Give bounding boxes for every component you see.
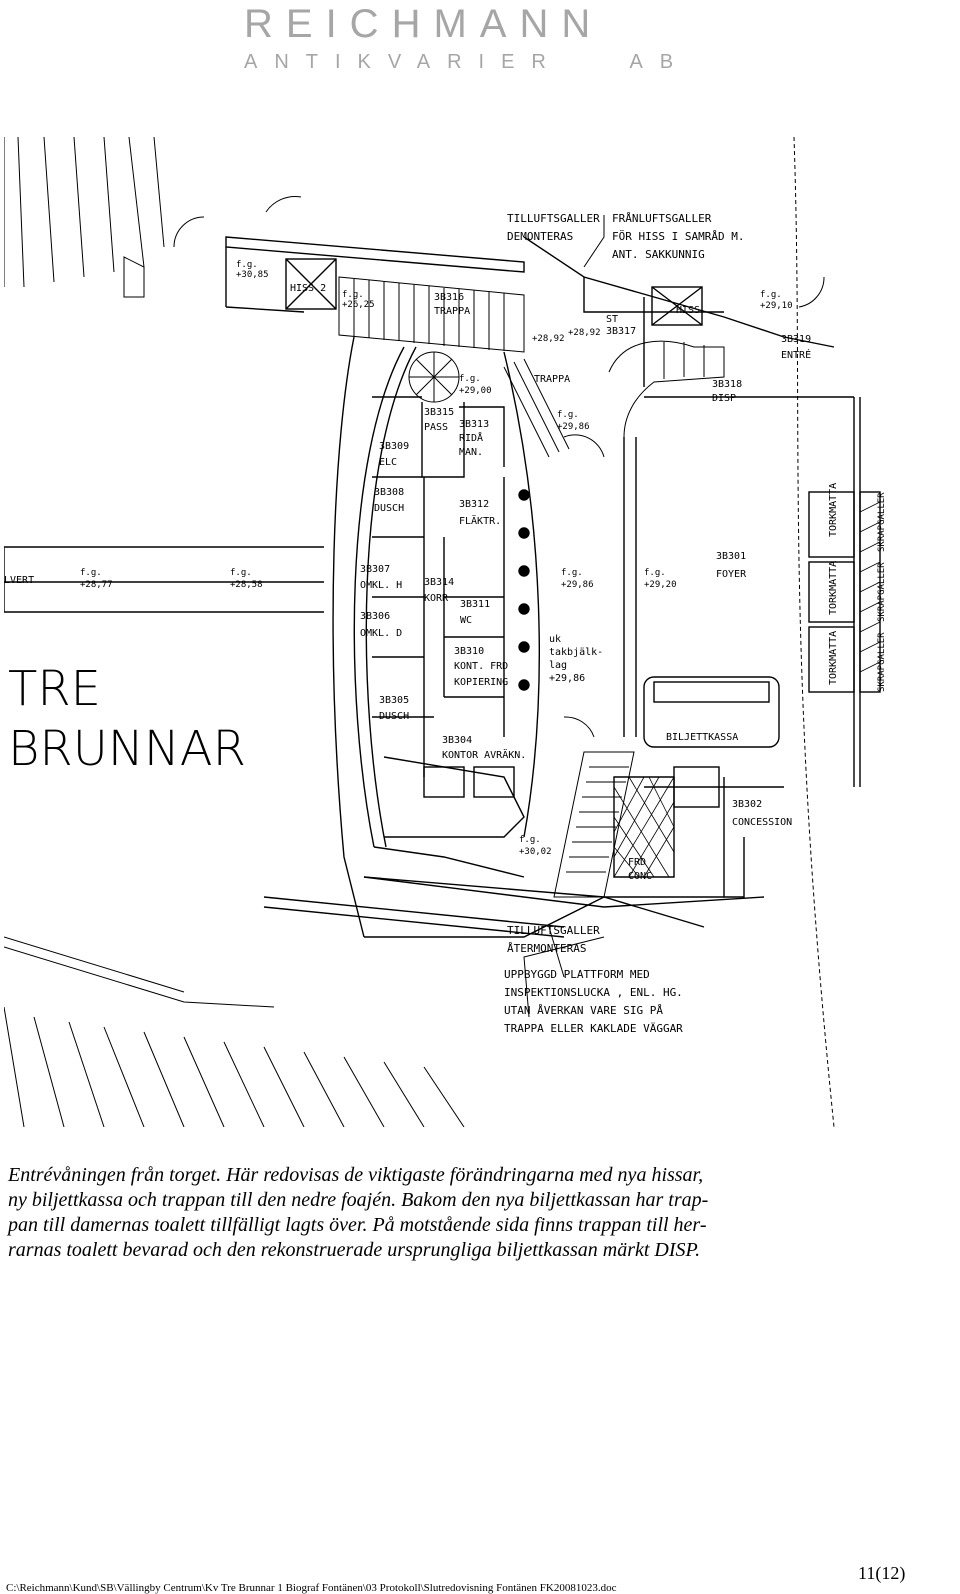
room-3b304: 3B304 [442,735,473,746]
note-platform-2: INSPEKTIONSLUCKA , ENL. HG. [504,986,683,999]
room-3b304-name: KONTOR AVRÄKN. [442,750,527,761]
label-uk-3: lag [549,660,568,671]
level-5: +29,10 [760,301,793,311]
room-3b306: 3B306 [360,611,391,622]
level-fg-12: f.g. [519,835,541,845]
label-skrapgaller-3: SKRAPGALLER [877,632,887,692]
room-3b308: 3B308 [374,487,405,498]
caption-line-1: Entrévåningen från torget. Här redovisas de viktigaste förändringarna med nya hissar, [8,1164,704,1186]
level-fg-6: f.g. [459,374,481,384]
room-3b307-name: OMKL. H [360,580,403,591]
level-6: +29,00 [459,386,492,396]
room-3b319: 3B319 [781,334,812,345]
room-3b315-name: PASS [424,422,449,433]
level-fg-11: f.g. [644,568,666,578]
level-3: +28,92 [532,334,565,344]
note-franluft-1: FRÅNLUFTSGALLER [612,212,712,225]
room-3b301-name: FOYER [716,569,747,580]
level-8: +28,77 [80,580,113,590]
level-fg-8: f.g. [80,568,102,578]
label-skrapgaller-1: SKRAPGALLER [877,492,887,552]
site-label-brunnar: BRUNNAR [8,721,246,777]
label-skrapgaller-2: SKRAPGALLER [877,562,887,622]
room-3b301: 3B301 [716,551,747,562]
note-platform-1: UPPBYGGD PLATTFORM MED [504,968,650,981]
room-3b312-name: FLÄKTR. [459,516,502,527]
footer-file-path: C:\Reichmann\Kund\SB\Vällingby Centrum\Kv Tre Brunnar 1 Biograf Fontänen\03 Protokoll\Slutredovisning Fontänen FK20081023.doc [6,1582,617,1594]
site-label-tre: TRE [8,661,101,717]
room-hiss: HISS [676,305,701,316]
room-3b308-name: DUSCH [374,503,405,514]
room-3b310-sub: KOPIERING [454,677,509,688]
room-3b306-name: OMKL. D [360,628,403,639]
level-9: +28,58 [230,580,263,590]
label-torkmatta-3: TORKMATTA [828,630,839,685]
page-number: 11(12) [858,1563,906,1583]
room-3b305-name: DUSCH [379,711,410,722]
room-3b305: 3B305 [379,695,410,706]
label-torkmatta-1: TORKMATTA [828,482,839,537]
room-3b311: 3B311 [460,599,491,610]
room-st: ST [606,314,619,325]
label-uk-2: takbjälk- [549,647,604,658]
caption-line-3: pan till damernas toalett tillfälligt lagts över. På motstående sida finns trappan till her- [8,1214,707,1236]
room-trappa: TRAPPA [534,374,571,385]
note-atermont-1: TILLUFTSGALLER [507,924,600,937]
brand-subtitle: ANTIKVARIER AB [244,51,691,73]
brand-name: REICHMANN [244,2,604,46]
level-fg-1: f.g. [236,260,258,270]
room-3b316: 3B316 [434,292,465,303]
level-fg-9: f.g. [230,568,252,578]
room-hiss2: HISS 2 [290,283,327,294]
level-1: +30,85 [236,270,269,280]
level-7: +29,86 [557,422,590,432]
label-uk: uk [549,634,562,645]
level-fg-10: f.g. [561,568,583,578]
room-3b309-name: ELC [379,457,398,468]
note-franluft-2: FÖR HISS I SAMRÅD M. [612,230,745,243]
room-3b309: 3B309 [379,441,410,452]
note-platform-4: TRAPPA ELLER KAKLADE VÄGGAR [504,1022,683,1035]
letterhead [244,0,691,74]
room-3b318-name: DISP [712,393,737,404]
note-atermont-2: ÅTERMONTERAS [507,942,587,955]
section-band [4,547,324,612]
room-3b302: 3B302 [732,799,763,810]
level-fg-5: f.g. [760,290,782,300]
room-frd: FRD [628,857,647,868]
label-vert: LVERT [4,575,35,586]
note-franluft-3: ANT. SAKKUNNIG [612,248,705,261]
room-3b314: 3B314 [424,577,455,588]
interior-rooms [372,397,880,897]
room-biljettkassa: BILJETTKASSA [666,732,739,743]
note-tilluft-2: DEMONTERAS [507,230,574,243]
level-fg-2: f.g. [342,290,364,300]
level-2: +26,25 [342,300,375,310]
level-12: +30,02 [519,847,552,857]
caption-line-4: rarnas toalett bevarad och den rekonstruerade ursprungliga biljettkassan märkt DISP. [8,1239,701,1261]
room-3b315: 3B315 [424,407,455,418]
room-3b302-name: CONCESSION [732,817,793,828]
floor-plan [4,137,910,1127]
note-tilluft-1: TILLUFTSGALLER [507,212,600,225]
caption-line-2: ny biljettkassa och trappan till den nedre foajén. Bakom den nya biljettkassan har trap- [8,1189,709,1211]
room-3b316-name: TRAPPA [434,306,471,317]
room-3b313-name: RIDÅ [459,433,484,444]
room-3b312: 3B312 [459,499,490,510]
figure-caption [8,1163,908,1263]
level-10: +29,86 [561,580,594,590]
note-platform-3: UTAN ÅVERKAN VARE SIG PÅ [504,1004,663,1017]
label-torkmatta-2: TORKMATTA [828,560,839,615]
room-3b318: 3B318 [712,379,743,390]
room-3b313-sub: MAN. [459,447,484,458]
room-frd-sub: CONC [628,871,653,882]
level-11: +29,20 [644,580,677,590]
room-3b310: 3B310 [454,646,485,657]
label-uk-4: +29,86 [549,673,586,684]
room-3b314-name: KORR [424,593,449,604]
level-4: +28,92 [568,328,601,338]
room-3b310-name: KONT. FRD [454,661,509,672]
light-fixtures [519,490,529,690]
room-3b311-name: WC [460,615,473,626]
room-3b313: 3B313 [459,419,490,430]
level-fg-7: f.g. [557,410,579,420]
room-3b319-name: ENTRÉ [781,350,812,361]
room-3b307: 3B307 [360,564,391,575]
room-3b317: 3B317 [606,326,637,337]
